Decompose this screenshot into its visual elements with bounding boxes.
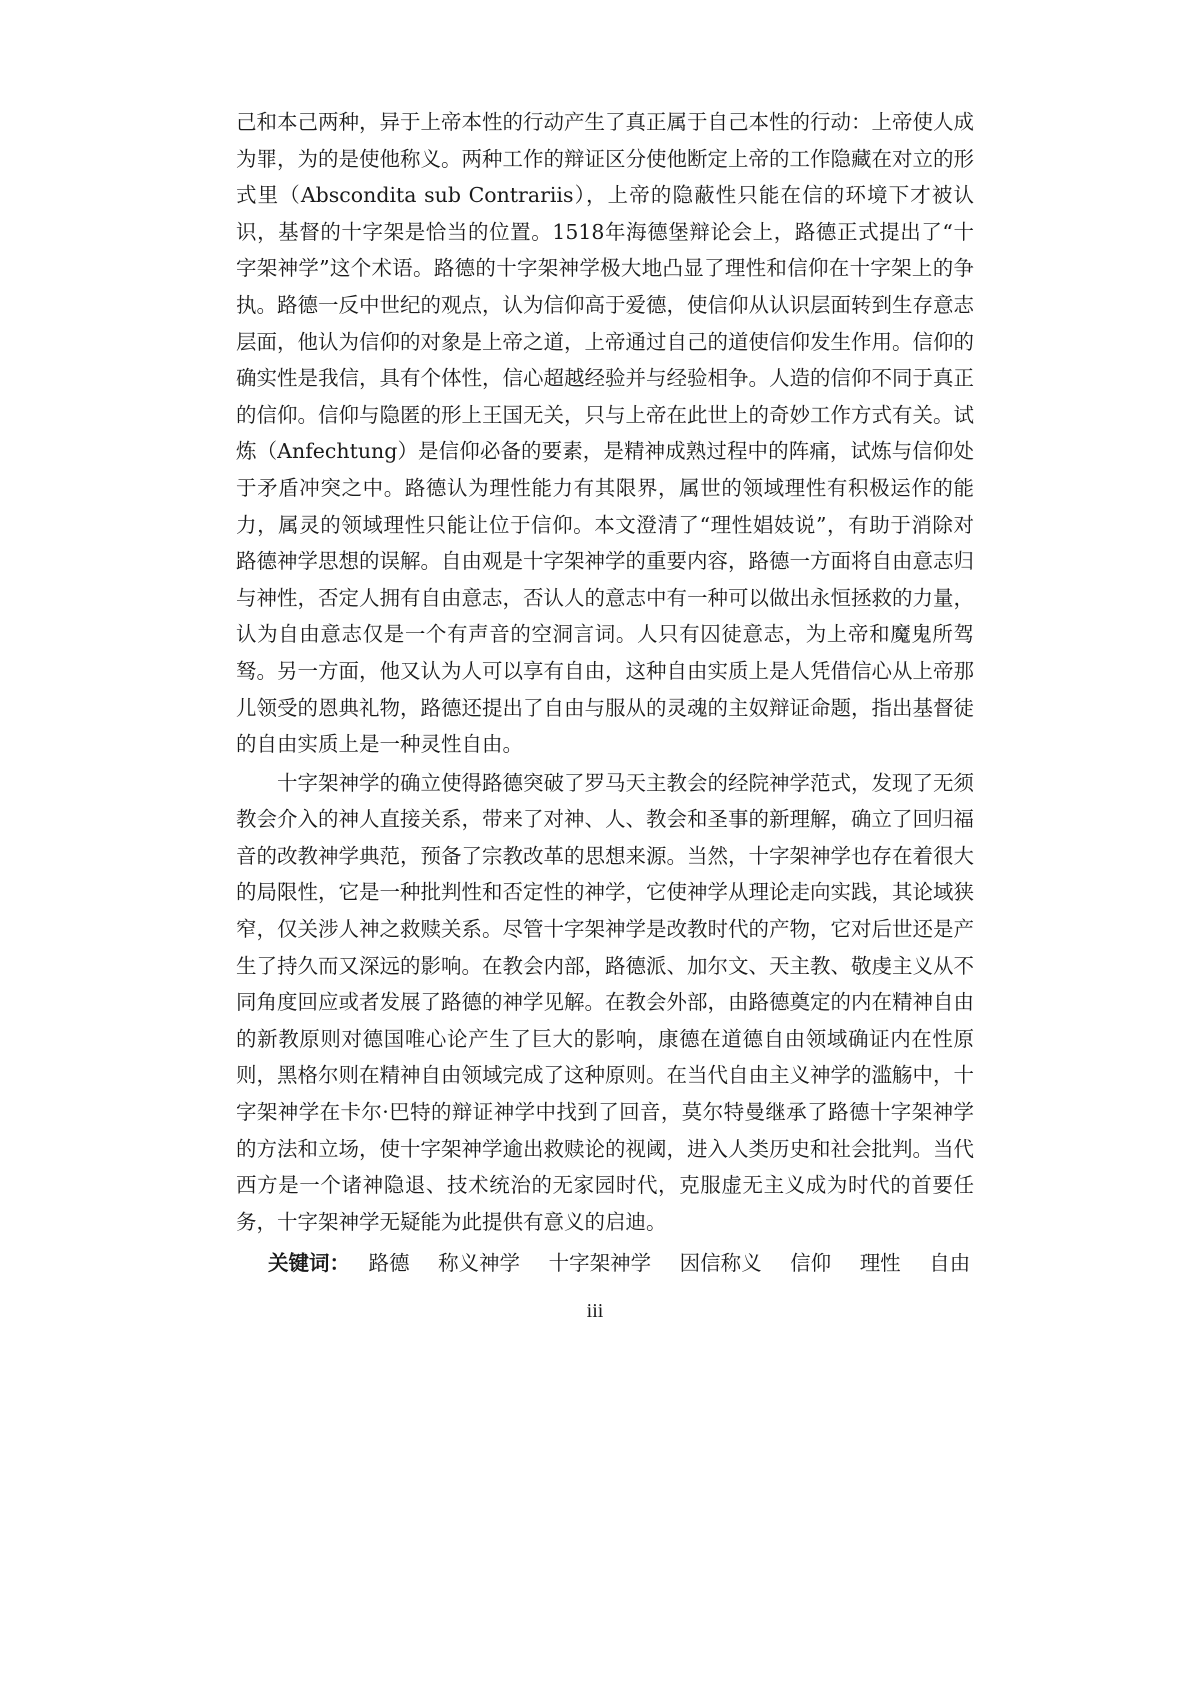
keyword: 路德 [368,1251,410,1275]
abstract-body [236,104,974,1240]
keyword: 十字架神学 [548,1251,652,1275]
abstract-paragraph: 十字架神学的确立使得路德突破了罗马天主教会的经院神学范式，发现了无须教会介入的神人直接关系，带来了对神、人、教会和圣事的新理解，确立了回归福音的改教神学典范，预备了宗教改革的思想来源。当然，十字架神学也存在着很大的局限性，它是一种批判性和否定性的神学，它使神学从理论走向实践，其论域狭窄，仅关涉人神之救赎关系。尽管十字架神学是改教时代的产物，它对后世还是产生了持久而又深远的影响。在教会内部，路德派、加尔文、天主教、敬虔主义从不同角度回应或者发展了路德的神学见解。在教会外部，由路德奠定的内在精神自由的新教原则对德国唯心论产生了巨大的影响，康德在道德自由领域确证内在性原则，黑格尔则在精神自由领域完成了这种原则。在当代自由主义神学的滥觞中，十字架神学在卡尔·巴特的辩证神学中找到了回音，莫尔特曼继承了路德十字架神学的方法和立场，使十字架神学逾出救赎论的视阈，进入人类历史和社会批判。当代西方是一个诸神隐退、技术统治的无家园时代，克服虚无主义成为时代的首要任务，十字架神学无疑能为此提供有意义的启迪。 [236,770,974,1234]
keyword: 理性 [859,1251,901,1275]
keyword: 自由 [929,1251,971,1275]
page-number: iii [586,1300,604,1322]
keywords-label: 关键词： [268,1251,350,1275]
keyword: 称义神学 [438,1251,521,1275]
abstract-paragraph-continued: 己和本己两种，异于上帝本性的行动产生了真正属于自己本性的行动：上帝使人成为罪，为的是使他称义。两种工作的辩证区分使他断定上帝的工作隐藏在对立的形式里（Abscondita sub Contrariis），上帝的隐蔽性只能在信的环境下才被认识，基督的十字架是恰当的位置。1518年海德堡辩论会上，路德正式提出了“十字架神学”这个术语。路德的十字架神学极大地凸显了理性和信仰在十字架上的争执。路德一反中世纪的观点，认为信仰高于爱德，使信仰从认识层面转到生存意志层面，他认为信仰的对象是上帝之道，上帝通过自己的道使信仰发生作用。信仰的确实性是我信，具有个体性，信心超越经验并与经验相争。人造的信仰不同于真正的信仰。信仰与隐匿的形上王国无关，只与上帝在此世上的奇妙工作方式有关。试炼（Anfechtung）是信仰必备的要素，是精神成熟过程中的阵痛，试炼与信仰处于矛盾冲突之中。路德认为理性能力有其限界，属世的领域理性有积极运作的能力，属灵的领域理性只能让位于信仰。本文澄清了“理性娼妓说”，有助于消除对路德神学思想的误解。自由观是十字架神学的重要内容，路德一方面将自由意志归与神性，否定人拥有自由意志，否认人的意志中有一种可以做出永恒拯救的力量，认为自由意志仅是一个有声音的空洞言词。人只有囚徒意志，为上帝和魔鬼所驾驽。另一方面，他又认为人可以享有自由，这种自由实质上是人凭借信心从上帝那儿领受的恩典礼物，路德还提出了自由与服从的灵魂的主奴辩证命题，指出基督徒的自由实质上是一种灵性自由。 [236,110,974,757]
keyword: 因信称义 [679,1251,762,1275]
keywords-line [268,1246,988,1276]
keyword: 信仰 [790,1251,832,1275]
